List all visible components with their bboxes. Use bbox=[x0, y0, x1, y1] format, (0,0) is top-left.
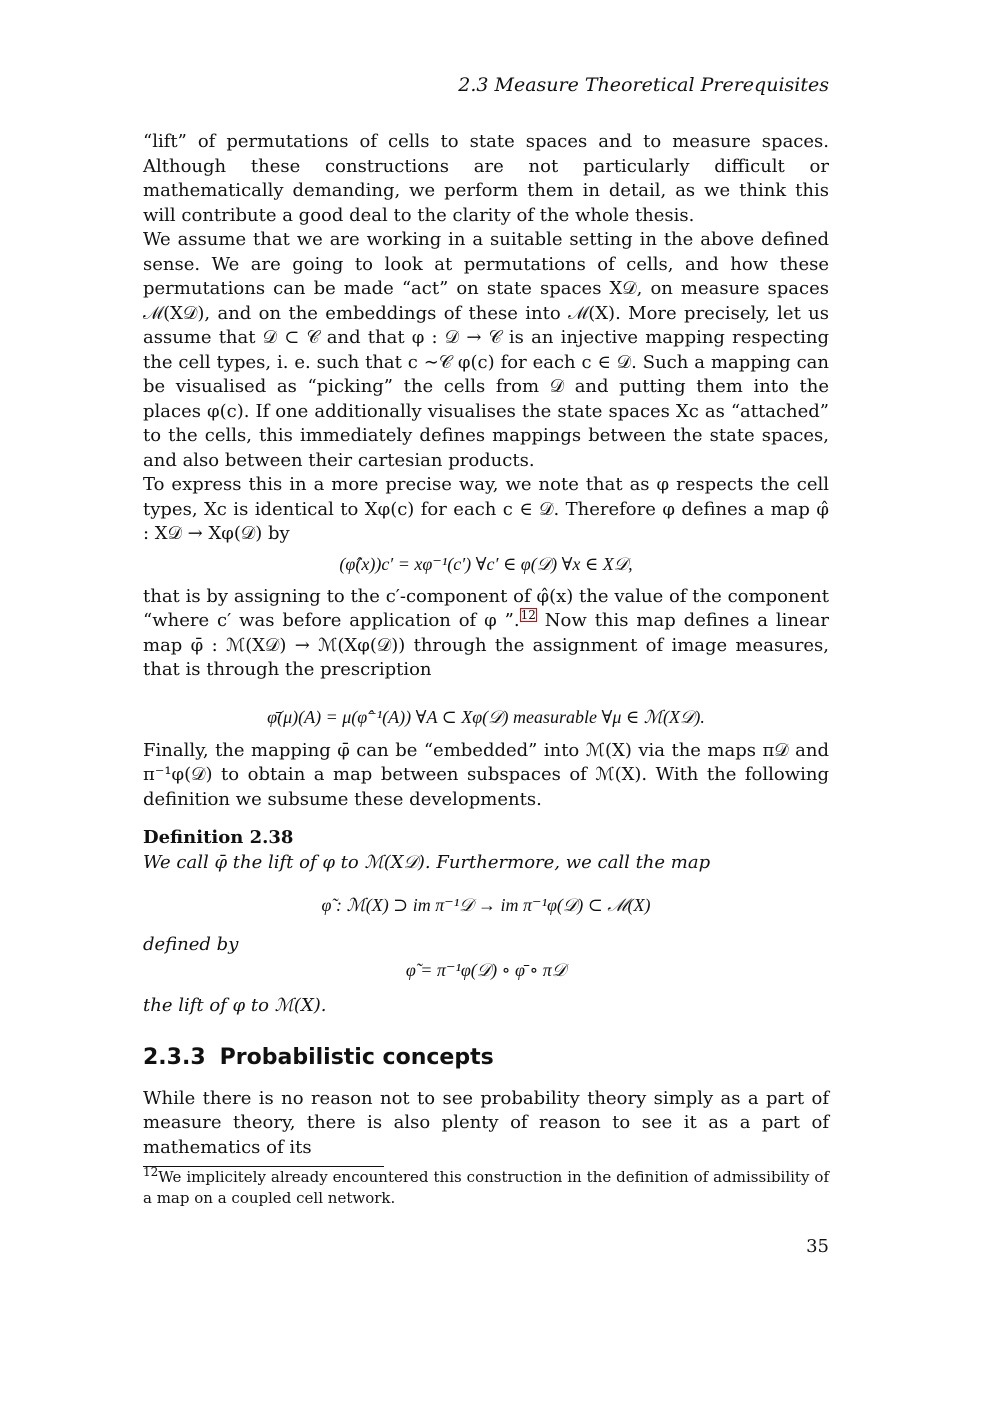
definition-line1: We call φ̄ the lift of φ to ℳ(X𝒟). Furthermore, we call the map bbox=[143, 851, 711, 873]
section-title bbox=[143, 1046, 829, 1071]
paragraph-assign-part1: that is by assigning to the c′-component of φ̂(x) the value of the component “where c′ was before application of φ ”. bbox=[143, 585, 829, 631]
footnote-reference[interactable]: 12 bbox=[520, 608, 536, 622]
section-heading bbox=[143, 1046, 829, 1071]
definition-block bbox=[143, 826, 829, 1018]
definition-heading: Definition 2.38 bbox=[143, 827, 294, 848]
equation-phi-hat: (φ̂(x))c′ = xφ⁻¹(c′) ∀c′ ∈ φ(𝒟) ∀x ∈ X𝒟, bbox=[339, 553, 633, 574]
paragraph-assign-part2: Now this map defines a linear map φ̄ : ℳ(X𝒟) → ℳ(Xφ(𝒟)) through the assignment of image measures, that is through the prescription bbox=[143, 610, 829, 680]
footnote-text: We implicitely already encountered this construction in the definition of admissibility of a map on a coupled cell network. bbox=[143, 1168, 829, 1207]
paragraph-setting: We assume that we are working in a suitable setting in the above defined sense. We are going to look at permutations of cells, and how these permutations can be made “act” on state spaces X𝒟, on measure spaces ℳ(X𝒟), and on the embeddings of these into ℳ(X). More precisely, let us assume that 𝒟 ⊂ 𝒞 and that φ : 𝒟 → 𝒞 is an injective mapping respecting the cell types, i. e. such that c ∼𝒞 φ(c) for each c ∈ 𝒟. Such a mapping can be visualised as “picking” the cells from 𝒟 and putting them into the places φ(c). If one additionally visualises the state spaces Xc as “attached” to the cells, this immediately defines mappings between the state spaces, and also between their cartesian products. bbox=[143, 229, 829, 471]
section-number: 2.3.3 bbox=[143, 1045, 206, 1070]
footnote bbox=[143, 1167, 829, 1209]
equation-phi-tilde-def: φ̃ = π⁻¹φ(𝒟) ∘ φ̄ ∘ π𝒟 bbox=[405, 959, 567, 980]
footnote-block bbox=[143, 1166, 829, 1209]
page-number: 35 bbox=[806, 1236, 829, 1257]
definition-defined-by: defined by bbox=[143, 934, 239, 955]
definition-closing: the lift of φ to ℳ(X). bbox=[143, 994, 327, 1016]
body-text bbox=[143, 130, 829, 1209]
paragraph-precise: To express this in a more precise way, we note that as φ respects the cell types, Xc is identical to Xφ(c) for each c ∈ 𝒟. Therefore φ defines a map φ̂ : X𝒟 → Xφ(𝒟) by bbox=[143, 474, 829, 544]
footnote-mark: 12 bbox=[143, 1165, 159, 1179]
equation-phi-bar: φ̄(μ)(A) = μ(φ̂⁻¹(A)) ∀A ⊂ Xφ(𝒟) measurable ∀μ ∈ ℳ(X𝒟). bbox=[267, 706, 705, 727]
paragraph-intro: “lift” of permutations of cells to state spaces and to measure spaces. Although these constructions are not particularly difficult or mathematically demanding, we perform them in detail, as we think this will contribute a good deal to the clarity of the whole thesis. bbox=[143, 131, 829, 226]
equation-phi-tilde: φ̃ : ℳ(X) ⊃ im π⁻¹𝒟 → im π⁻¹φ(𝒟) ⊂ ℳ(X) bbox=[321, 895, 651, 915]
running-header: 2.3 Measure Theoretical Prerequisites bbox=[458, 74, 829, 96]
paragraph-probability: While there is no reason not to see probability theory simply as a part of measure theory, there is also plenty of reason to see it as a part of mathematics of its bbox=[143, 1087, 829, 1158]
paragraph-assign bbox=[143, 585, 829, 683]
paragraph-embedding: Finally, the mapping φ̄ can be “embedded” into ℳ(X) via the maps π𝒟 and π⁻¹φ(𝒟) to obtain a map between subspaces of ℳ(X). With the following definition we subsume these developments. bbox=[143, 739, 829, 810]
section-title-text: Probabilistic concepts bbox=[219, 1045, 494, 1070]
